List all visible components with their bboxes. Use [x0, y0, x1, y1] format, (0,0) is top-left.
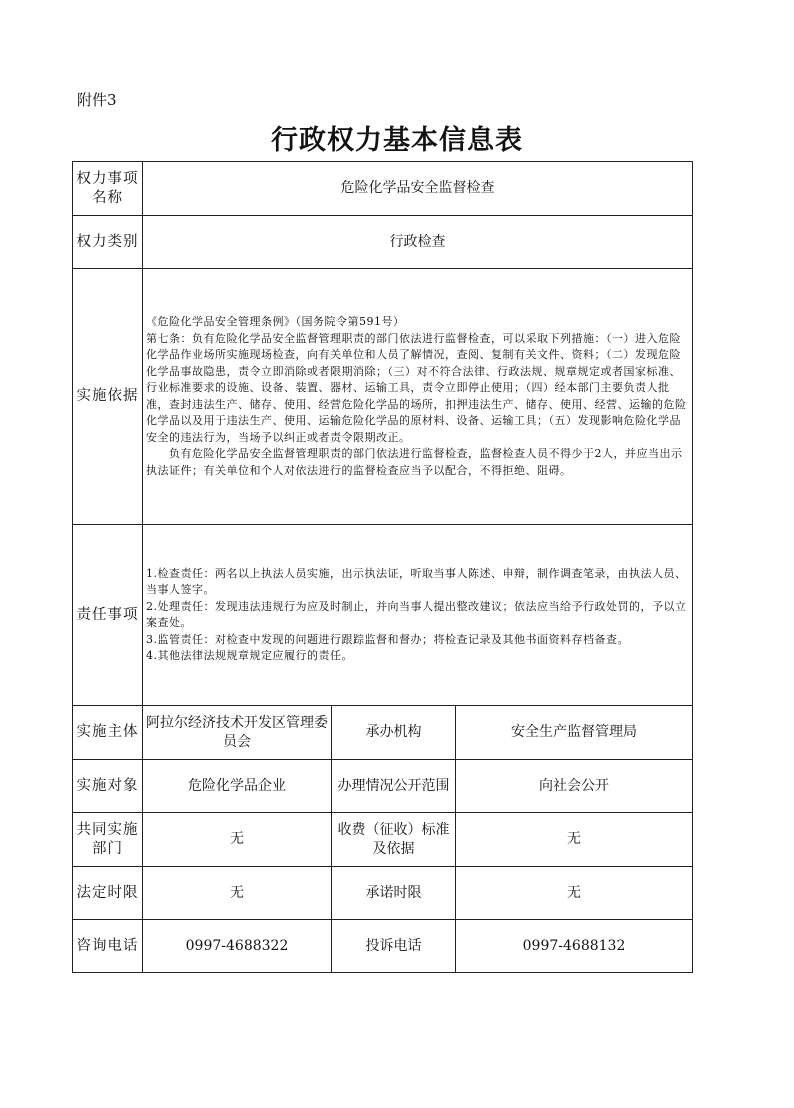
table-row	[73, 920, 693, 973]
row-label: 实施对象	[73, 760, 143, 813]
table-row	[73, 269, 693, 525]
info-table	[72, 161, 693, 973]
power-type-value: 行政检查	[143, 216, 693, 269]
row-value: 0997-4688322	[143, 920, 332, 973]
row-value: 0997-4688132	[456, 920, 693, 973]
responsibility-item: 4.其他法律法规规章规定应履行的责任。	[146, 649, 353, 662]
basis-paragraph: 第七条：负有危险化学品安全监督管理职责的部门依法进行监督检查，可以采取下列措施：（一）进入危险化学品作业场所实施现场检查，向有关单位和人员了解情况，查阅、复制有关文件、资料；（二）发现危险化学品事故隐患，责令立即消除或者限期消除；（三）对不符合法律、行政法规、规章规定或者国家标准、行业标准要求的设施、设备、装置、器材、运输工具，责令立即停止使用；（四）经本部门主要负责人批准，查封违法生产、储存、使用、经营危险化学品的场所，扣押违法生产、储存、使用、经营、运输的危险化学品以及用于违法生产、使用、运输危险化学品的原材料、设备、运输工具；（五）发现影响危险化学品安全的违法行为，当场予以纠正或者责令限期改正。	[146, 331, 687, 444]
row-value: 危险化学品企业	[143, 760, 332, 813]
row-label: 收费（征收）标准及依据	[332, 813, 456, 867]
row-label: 办理情况公开范围	[332, 760, 456, 813]
responsibility-item: 3.监管责任：对检查中发现的问题进行跟踪监督和督办；将检查记录及其他书面资料存档备查。	[146, 632, 629, 646]
power-name-label: 权力事项名称	[73, 162, 143, 216]
basis-value	[143, 269, 693, 525]
row-label: 实施主体	[73, 706, 143, 760]
basis-paragraph: 负有危险化学品安全监督管理职责的部门依法进行监督检查，监督检查人员不得少于2人，并应当出示执法证件；有关单位和个人对依法进行的监督检查应当予以配合，不得拒绝、阻碍。	[146, 447, 683, 477]
row-value: 阿拉尔经济技术开发区管理委员会	[143, 706, 332, 760]
responsibility-label: 责任事项	[73, 525, 143, 706]
responsibility-item: 1.检查责任：两名以上执法人员实施，出示执法证，听取当事人陈述、申辩，制作调查笔录，由执法人员、当事人签字。	[146, 566, 687, 596]
basis-label: 实施依据	[73, 269, 143, 525]
table-row	[73, 162, 693, 216]
power-name-value: 危险化学品安全监督检查	[143, 162, 693, 216]
row-label: 投诉电话	[332, 920, 456, 973]
responsibility-item: 2.处理责任：发现违法违规行为应及时制止，并向当事人提出整改建议；依法应当给予行政处罚的，予以立案查处。	[146, 599, 687, 629]
row-value: 无	[143, 813, 332, 867]
basis-paragraph: 《危险化学品安全管理条例》（国务院令第591号）	[146, 315, 405, 328]
power-type-label: 权力类别	[73, 216, 143, 269]
row-label: 承诺时限	[332, 867, 456, 920]
table-row	[73, 525, 693, 706]
row-value: 向社会公开	[456, 760, 693, 813]
row-label: 承办机构	[332, 706, 456, 760]
responsibility-value	[143, 525, 693, 706]
table-row	[73, 813, 693, 867]
table-row	[73, 867, 693, 920]
row-value: 无	[456, 813, 693, 867]
table-row	[73, 760, 693, 813]
table-row	[73, 706, 693, 760]
attachment-label: 附件3	[77, 91, 117, 109]
row-value: 无	[143, 867, 332, 920]
row-label: 共同实施部门	[73, 813, 143, 867]
row-label: 咨询电话	[73, 920, 143, 973]
table-row	[73, 216, 693, 269]
row-value: 安全生产监督管理局	[456, 706, 693, 760]
row-label: 法定时限	[73, 867, 143, 920]
row-value: 无	[456, 867, 693, 920]
page-title: 行政权力基本信息表	[271, 125, 523, 156]
